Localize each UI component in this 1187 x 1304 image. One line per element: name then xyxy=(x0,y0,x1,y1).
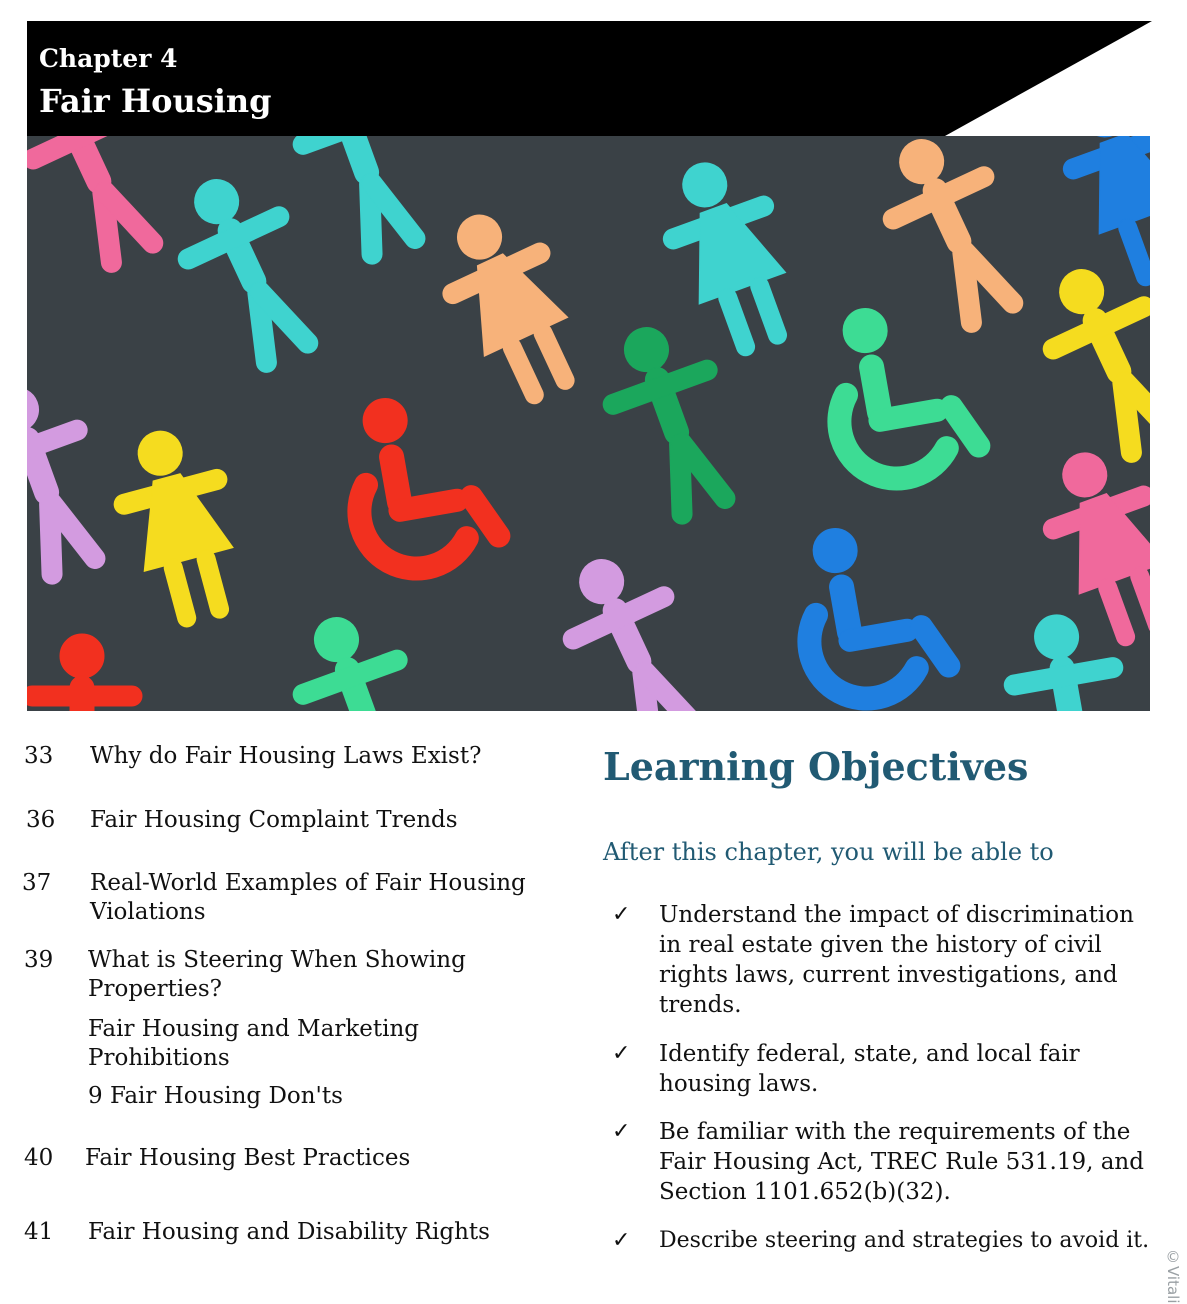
toc-title: Fair Housing Complaint Trends xyxy=(90,807,458,833)
toc-title: Fair Housing and Disability Rights xyxy=(88,1219,490,1245)
toc-subitem[interactable]: Fair Housing and Marketing Prohibitions xyxy=(88,1016,419,1071)
people-figures-icon xyxy=(27,136,1150,711)
chapter-title: Fair Housing xyxy=(39,82,272,120)
checkmark-icon: ✓ xyxy=(612,902,631,927)
toc-page-number: 33 xyxy=(24,743,54,769)
copyright-watermark: ©Vitali xyxy=(1164,1248,1182,1304)
toc-title: Fair Housing Best Practices xyxy=(85,1145,411,1171)
toc-page-number: 37 xyxy=(22,870,52,896)
objective-text: Be familiar with the requirements of the Fair Housing Act, TREC Rule 531.19, and Section 1101.652(b)(32). xyxy=(659,1119,1144,1205)
toc-title: Real-World Examples of Fair Housing Violations xyxy=(90,870,526,925)
toc-title: What is Steering When Showing Properties? xyxy=(88,947,466,1002)
objective-text: Describe steering and strategies to avoid it. xyxy=(659,1228,1150,1253)
hero-image xyxy=(27,136,1150,711)
toc-page-number: 41 xyxy=(24,1219,54,1245)
objective-text: Identify federal, state, and local fair housing laws. xyxy=(659,1041,1080,1097)
learning-objectives-heading: Learning Objectives xyxy=(603,744,1029,789)
toc-page-number: 36 xyxy=(26,807,56,833)
learning-objectives-intro: After this chapter, you will be able to xyxy=(603,838,1054,866)
toc-page-number: 39 xyxy=(24,947,54,973)
toc-page-number: 40 xyxy=(24,1145,54,1171)
chapter-label: Chapter 4 xyxy=(39,44,178,73)
toc-subitem[interactable]: 9 Fair Housing Don'ts xyxy=(88,1083,343,1109)
checkmark-icon: ✓ xyxy=(612,1119,631,1144)
objective-text: Understand the impact of discrimination in real estate given the history of civil rights laws, current investigations, and trends. xyxy=(659,902,1134,1018)
checkmark-icon: ✓ xyxy=(612,1228,631,1253)
toc-title: Why do Fair Housing Laws Exist? xyxy=(90,743,482,769)
checkmark-icon: ✓ xyxy=(612,1041,631,1066)
